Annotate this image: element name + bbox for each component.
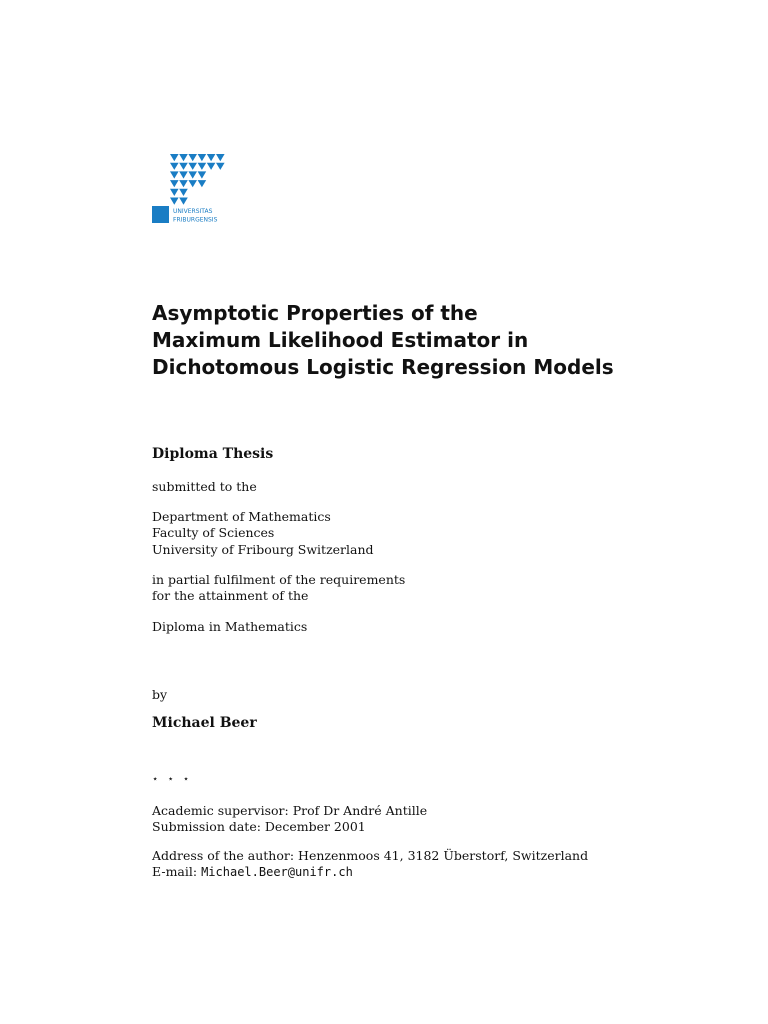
email-address[interactable]: Michael.Beer@unifr.ch	[201, 865, 353, 879]
email-label: E-mail:	[152, 864, 198, 879]
requirements-line-2: for the attainment of the	[152, 588, 309, 603]
title-line-1: Asymptotic Properties of the	[152, 301, 478, 325]
author-address: Address of the author: Henzenmoos 41, 3182 Überstorf, Switzerland	[152, 848, 589, 863]
submission-date: Submission date: December 2001	[152, 819, 366, 834]
university-logo	[152, 154, 232, 226]
supervisor: Academic supervisor: Prof Dr André Antille	[152, 803, 428, 818]
thesis-title	[152, 300, 752, 381]
email-line	[152, 864, 353, 881]
department: Department of Mathematics	[152, 509, 331, 524]
faculty: Faculty of Sciences	[152, 525, 275, 540]
university-logo-mark	[152, 154, 232, 226]
svg-text:UNIVERSITAS: UNIVERSITAS	[173, 208, 213, 215]
separator-stars: ⋆ ⋆ ⋆	[152, 774, 193, 785]
thesis-type: Diploma Thesis	[152, 446, 274, 462]
author-name: Michael Beer	[152, 715, 257, 731]
requirements-line-1: in partial fulfilment of the requirements	[152, 572, 406, 587]
title-line-2: Maximum Likelihood Estimator in	[152, 328, 529, 352]
by-label: by	[152, 687, 168, 702]
title-line-3: Dichotomous Logistic Regression Models	[152, 355, 614, 379]
degree: Diploma in Mathematics	[152, 619, 308, 634]
university: University of Fribourg Switzerland	[152, 542, 374, 557]
submitted-to: submitted to the	[152, 479, 257, 494]
svg-text:FRIBURGENSIS: FRIBURGENSIS	[173, 216, 218, 224]
